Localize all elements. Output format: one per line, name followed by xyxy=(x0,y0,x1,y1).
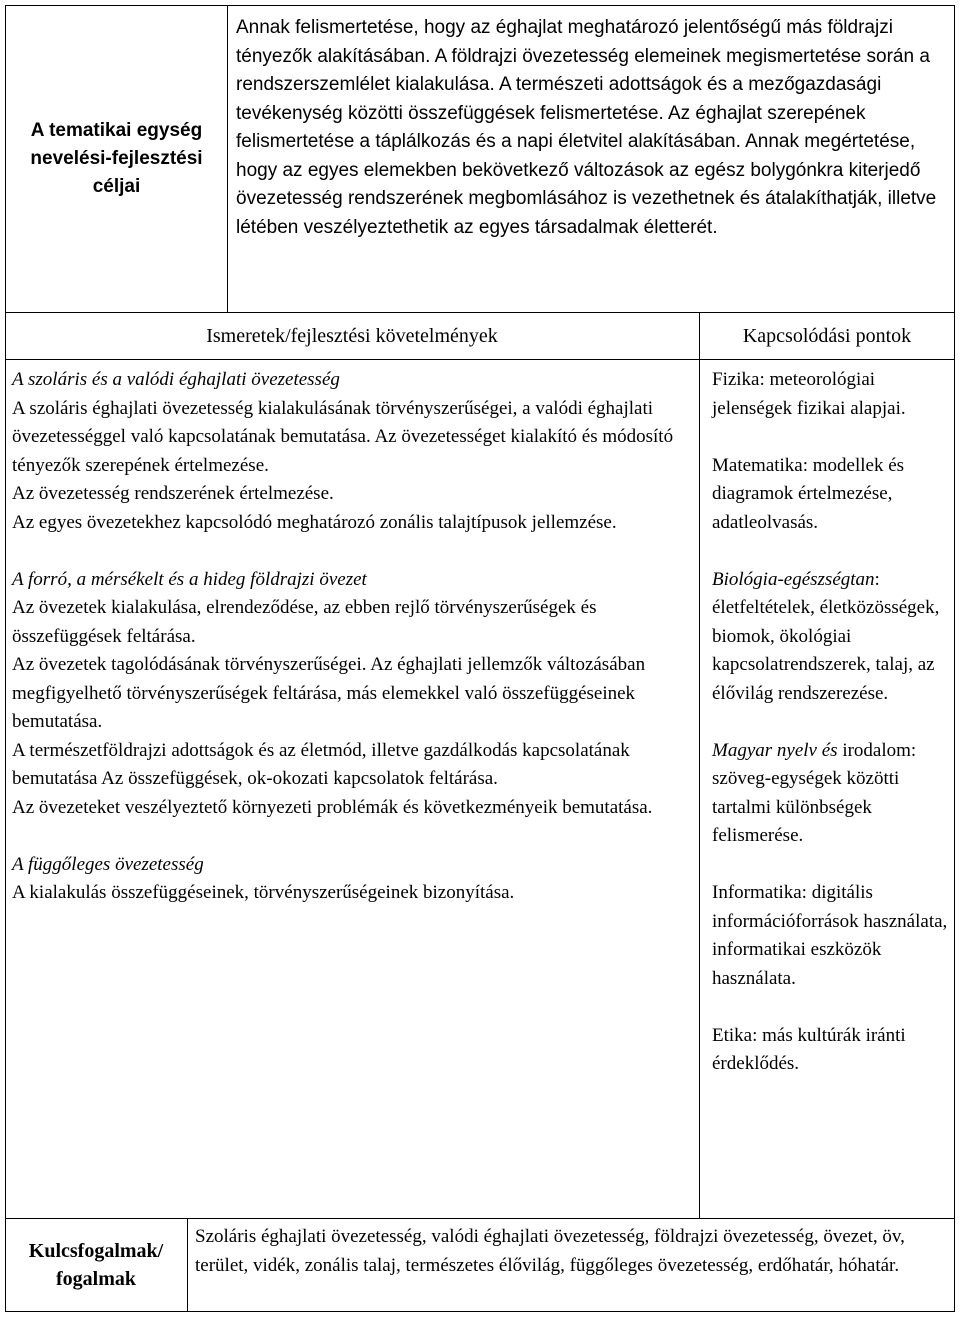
connection-text: meteorológiai jelenségek fizikai alapjai. xyxy=(712,369,906,419)
section-line: Az egyes övezetekhez kapcsolódó meghatározó zonális talajtípusok jellemzése. xyxy=(12,511,617,533)
goals-table xyxy=(5,5,955,313)
section-title: A szoláris és a valódi éghajlati övezetesség xyxy=(12,369,340,390)
connection-subject: Matematika: xyxy=(712,454,809,476)
connection-item xyxy=(712,737,952,851)
keywords-divider xyxy=(187,1218,188,1312)
connection-text: irodalom: szöveg-egységek közötti tartalmi különbségek felismerése. xyxy=(712,739,917,846)
section-line: Az övezetek kialakulása, elrendeződése, az ebben rejlő törvényszerűségek és összefüggések feltárása. xyxy=(12,597,597,647)
section-line: Az övezeteket veszélyeztető környezeti problémák és következményeik bemutatása. xyxy=(12,796,653,818)
connection-subject: Etika: xyxy=(712,1024,758,1046)
connection-item xyxy=(712,1022,952,1079)
connection-subject: Informatika: xyxy=(712,882,807,903)
requirement-section xyxy=(12,851,694,908)
connection-text: modellek és diagramok értelmezése, adatleolvasás. xyxy=(712,454,905,533)
requirements-table xyxy=(5,313,955,1218)
section-title: A forró, a mérsékelt és a hideg földrajzi övezet xyxy=(12,568,367,590)
curriculum-page xyxy=(5,5,955,1312)
connection-subject: Magyar nyelv és xyxy=(712,739,838,761)
section-line: A szoláris éghajlati övezetesség kialakulásának törvényszerűségei, a valódi éghajlati övezetességgel való kapcsolatának bemutatása. Az övezetességet kialakító és módosító tényezők szerepének értelmezése. xyxy=(12,397,674,476)
requirements-column xyxy=(12,366,694,908)
connections-column xyxy=(712,366,952,1079)
keywords-text: Szoláris éghajlati övezetesség, valódi éghajlati övezetesség, földrajzi övezetesség, övezet, öv, terület, vidék, zonális talaj, természetes élővilág, függőleges övezetesség, erdőhatár, hóhatár. xyxy=(195,1226,905,1276)
section-line: A kialakulás összefüggéseinek, törvényszerűségeinek bizonyítása. xyxy=(12,882,515,903)
goals-label: A tematikai egység nevelési-fejlesztési céljai xyxy=(6,6,228,312)
connection-text: : életfeltételek, életközösségek, biomok, ökológiai kapcsolatrendszerek, talaj, az élővilág rendszerezése. xyxy=(712,568,940,704)
connections-header: Kapcsolódási pontok xyxy=(742,325,912,347)
header-divider xyxy=(5,359,955,360)
column-divider xyxy=(699,313,700,1218)
keywords-label: Kulcsfogalmak/ fogalmak xyxy=(28,1240,164,1290)
requirements-header: Ismeretek/fejlesztési követelmények xyxy=(206,325,498,347)
connection-text: digitális információforrások használata, informatikai eszközök használata. xyxy=(712,882,948,989)
connection-subject: Fizika: xyxy=(712,369,765,390)
section-line: Az övezetesség rendszerének értelmezése. xyxy=(12,483,334,504)
connection-item xyxy=(712,566,952,709)
connection-item xyxy=(712,879,952,993)
connection-item xyxy=(712,366,952,423)
keywords-table xyxy=(5,1218,955,1312)
connection-text: más kultúrák iránti érdeklődés. xyxy=(712,1024,906,1074)
section-line: A természetföldrajzi adottságok és az életmód, illetve gazdálkodás kapcsolatának bemutatása Az összefüggések, ok-okozati kapcsolatok feltárása. xyxy=(12,739,630,789)
goals-text: Annak felismertetése, hogy az éghajlat meghatározó jelentőségű más földrajzi tényezők alakításában. A földrajzi övezetesség elemeinek megismertetése során a rendszerszemlélet kialakulása. A természeti adottságok és a mezőgazdasági tevékenység közötti összefüggések felismertetése. Az éghajlat szerepének felismertetése a táplálkozás és a napi életvitel alakításában. Annak megértetése, hogy az egyes elemekben bekövetkező változások az egész bolygónkra kiterjedő övezetesség rendszerének megbomlásához is vezethetnek és átalakíthatják, illetve létében veszélyeztethetik az egyes társadalmak életterét. xyxy=(236,17,937,238)
requirement-section xyxy=(12,566,694,823)
table-border-left xyxy=(5,313,6,1218)
section-title: A függőleges övezetesség xyxy=(12,853,204,875)
requirement-section xyxy=(12,366,694,537)
table-border-right xyxy=(954,313,955,1218)
section-line: Az övezetek tagolódásának törvényszerűségei. Az éghajlati jellemzők változásában megfigyelhető törvényszerűségek feltárása, más elemekkel való összefüggéseinek bemutatása. xyxy=(12,654,646,732)
connection-item xyxy=(712,452,952,538)
connection-subject: Biológia-egészségtan xyxy=(712,568,875,590)
